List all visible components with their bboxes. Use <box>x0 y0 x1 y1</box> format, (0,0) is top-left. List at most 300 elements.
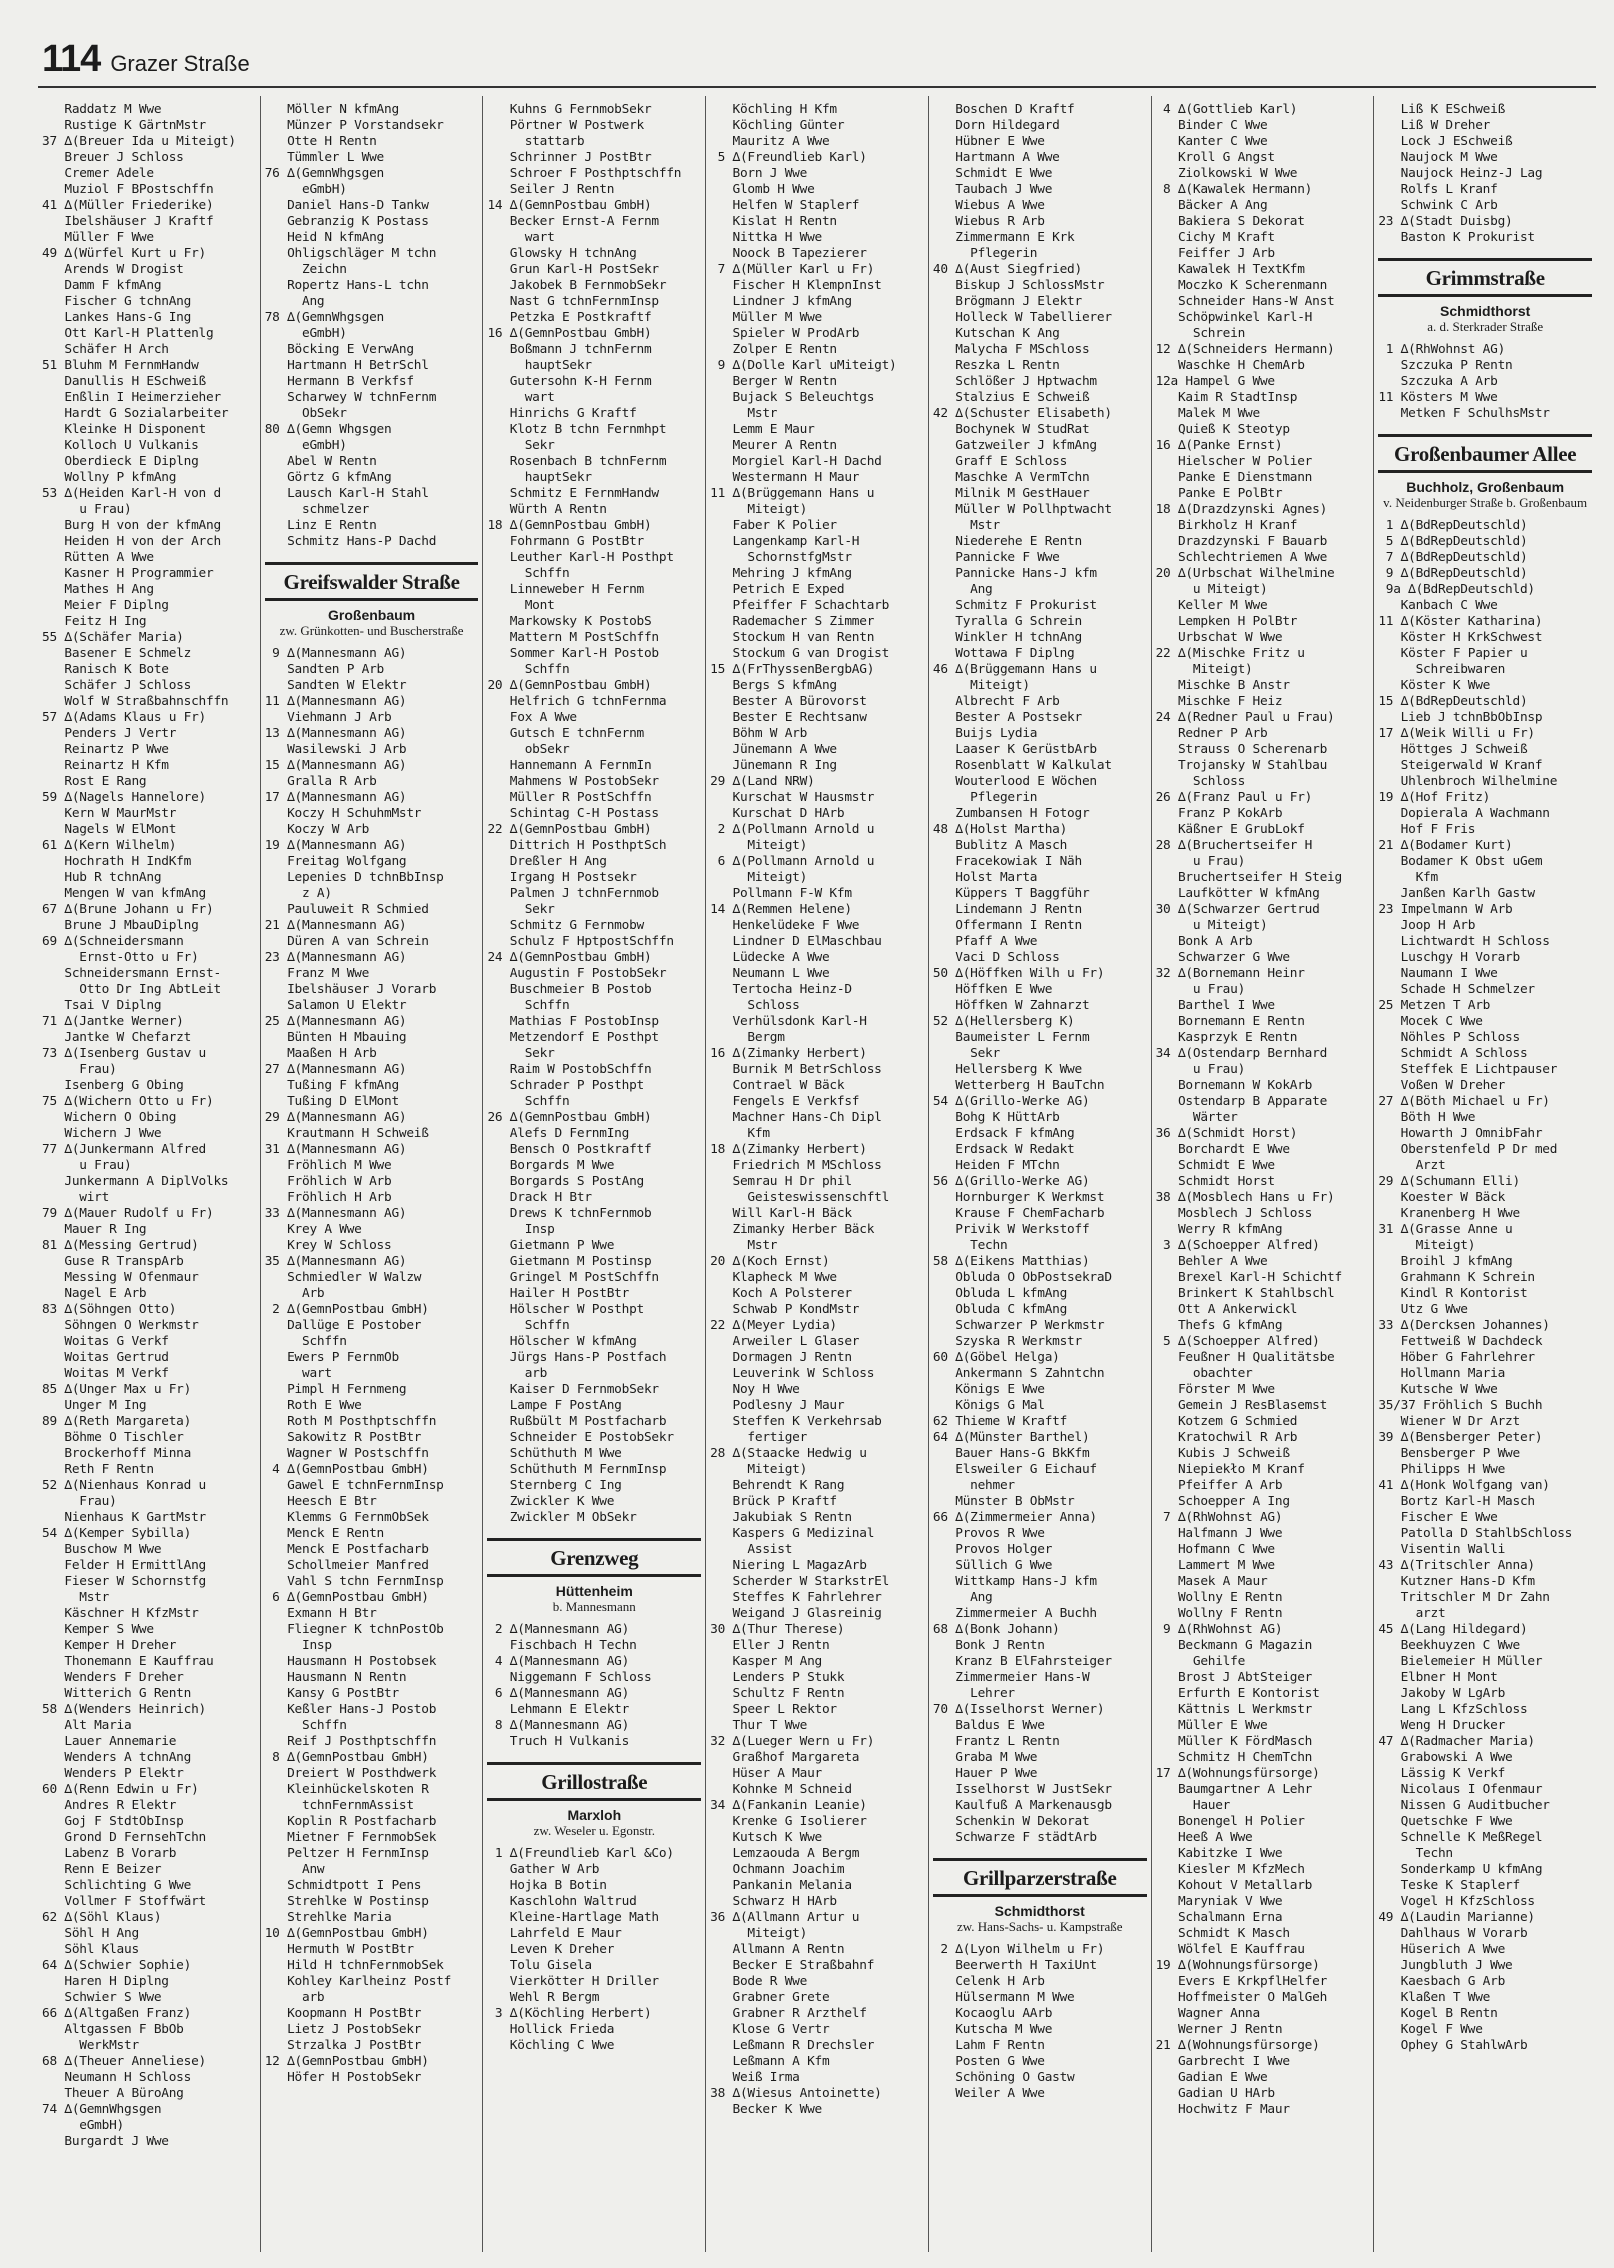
directory-entry: Gringel M PostSchffn <box>487 1270 659 1285</box>
directory-entry: Taubach J Wwe <box>932 182 1053 197</box>
directory-entry: Schade H Schmelzer <box>1378 982 1535 997</box>
directory-column <box>929 96 1152 2252</box>
directory-entry: 4 ∆(GemnPostbau GmbH) <box>264 1462 429 1477</box>
directory-entry: Zimanky Herber Bäck <box>710 1222 875 1237</box>
directory-entry: Mauer R Ing <box>42 1222 147 1237</box>
directory-entry: Brune J MbauDiplng <box>42 918 199 933</box>
directory-entry: u Miteigt) <box>1155 918 1268 933</box>
directory-entry: Miteigt) <box>710 838 808 853</box>
directory-entry: Zwickler M ObSekr <box>487 1510 637 1525</box>
street-title: Greifswalder Straße <box>283 570 460 594</box>
directory-entry: 20 ∆(GemnPostbau GmbH) <box>487 678 652 693</box>
directory-entry: wirt <box>42 1190 110 1205</box>
directory-entry: Lahm F Rentn <box>932 2038 1045 2053</box>
directory-entry: 51 Bluhm M FernmHandw <box>42 358 199 373</box>
directory-entry: Zimmermann E Krk <box>932 230 1075 245</box>
directory-entry: Seiler J Rentn <box>487 182 615 197</box>
directory-entry: Kohout V Metallarb <box>1155 1878 1313 1893</box>
directory-entry: 9a ∆(BdRepDeutschld) <box>1378 582 1535 597</box>
directory-entry: Schnelle K MeßRegel <box>1378 1830 1543 1845</box>
directory-entry: Gietmann M Postinsp <box>487 1254 652 1269</box>
directory-entry: Baumgartner A Lehr <box>1155 1782 1313 1797</box>
directory-entry: Kasper M Ang <box>710 1654 822 1669</box>
directory-entry: Voßen W Dreher <box>1378 1078 1506 1093</box>
directory-entry: Evers E KrkpflHelfer <box>1155 1974 1328 1989</box>
directory-entry: Kislat H Rentn <box>710 214 837 229</box>
directory-entry: Isselhorst W JustSekr <box>932 1782 1112 1797</box>
directory-entry: Koczy H SchuhmMstr <box>264 806 422 821</box>
directory-entry: 6 ∆(GemnPostbau GmbH) <box>264 1590 429 1605</box>
directory-entry: Thur T Wwe <box>710 1718 808 1733</box>
directory-entry: Ohligschläger M tchn <box>264 246 437 261</box>
directory-entry: tchnFernmAssist <box>264 1798 414 1813</box>
directory-entry: Bohg K HüttArb <box>932 1110 1060 1125</box>
directory-entry: Miteigt) <box>1378 1238 1476 1253</box>
directory-entry: Bester E Rechtsanw <box>710 710 867 725</box>
directory-entry: Rosenblatt W Kalkulat <box>932 758 1112 773</box>
directory-entry: Masek A Maur <box>1155 1574 1268 1589</box>
directory-entry: Neumann L Wwe <box>710 966 830 981</box>
directory-entry: 21 ∆(Wohnungsfürsorge) <box>1155 2038 1320 2053</box>
directory-entry: 8 ∆(Mannesmann AG) <box>487 1718 630 1733</box>
directory-entry: Hauer P Wwe <box>932 1766 1038 1781</box>
directory-entry: Höffken W Zahnarzt <box>932 998 1090 1013</box>
directory-entry: Naujock M Wwe <box>1378 150 1498 165</box>
directory-entry: Damm F kfmAng <box>42 278 162 293</box>
directory-entry: 23 ∆(Stadt Duisbg) <box>1378 214 1513 229</box>
street-heading <box>265 562 479 601</box>
directory-entry: Koester W Bäck <box>1378 1190 1506 1205</box>
directory-entry: Halfmann J Wwe <box>1155 1526 1283 1541</box>
directory-entry: Bonk J Rentn <box>932 1638 1045 1653</box>
directory-entry: Jungbluth J Wwe <box>1378 1958 1513 1973</box>
directory-entry: Linneweber H Fernm <box>487 582 644 597</box>
directory-entry: Fischer G tchnAng <box>42 294 192 309</box>
directory-entry: Keller M Wwe <box>1155 598 1268 613</box>
directory-entry: Graßhof Margareta <box>710 1750 860 1765</box>
directory-entry: 16 ∆(Panke Ernst) <box>1155 438 1283 453</box>
directory-entry: Cichy M Kraft <box>1155 230 1275 245</box>
directory-column <box>1374 96 1596 2252</box>
directory-entry: Viehmann J Arb <box>264 710 392 725</box>
directory-entry: 24 ∆(Redner Paul u Frau) <box>1155 710 1335 725</box>
directory-entry: Beckmann G Magazin <box>1155 1638 1313 1653</box>
directory-entry: Düren A van Schrein <box>264 934 429 949</box>
directory-entry: Schwarzer P Werkmstr <box>932 1318 1105 1333</box>
directory-entry: Köster H KrkSchwest <box>1378 630 1543 645</box>
directory-entry: Hölscher W Posthpt <box>487 1302 644 1317</box>
directory-entry: Lenders P Stukk <box>710 1670 845 1685</box>
directory-entry: Danullis H ESchweiß <box>42 374 206 389</box>
directory-entry: Mstr <box>710 406 778 421</box>
directory-entry: 7 ∆(RhWohnst AG) <box>1155 1510 1283 1525</box>
directory-entry: Heeß A Wwe <box>1155 1830 1253 1845</box>
directory-entry: Breuer J Schloss <box>42 150 184 165</box>
directory-entry: 52 ∆(Hellersberg K) <box>932 1014 1075 1029</box>
directory-entry: Theuer A BüroAng <box>42 2086 184 2101</box>
directory-entry: Maaßen H Arb <box>264 1046 377 1061</box>
directory-entry: Bornemann W KokArb <box>1155 1078 1313 1093</box>
directory-entry: Tertocha Heinz-D <box>710 982 852 997</box>
directory-entry: Wenders A tchnAng <box>42 1750 192 1765</box>
street-location: zw. Grünkotten- und Buscherstraße <box>279 623 464 638</box>
directory-entry: Faber K Polier <box>710 518 837 533</box>
directory-entry: Schmitz G Fernmobw <box>487 918 644 933</box>
directory-entry: Born J Wwe <box>710 166 808 181</box>
directory-entry: 30 ∆(Thur Therese) <box>710 1622 845 1637</box>
directory-entry: Hölscher W kfmAng <box>487 1334 637 1349</box>
directory-entry: Hornburger K Werkmst <box>932 1190 1105 1205</box>
directory-entry: Hinrichs G Kraftf <box>487 406 637 421</box>
directory-entry: Ostendarp B Apparate <box>1155 1094 1328 1109</box>
directory-entry: 54 ∆(Grillo-Werke AG) <box>932 1094 1090 1109</box>
directory-entry: Techn <box>1378 1846 1453 1861</box>
directory-entry: Malycha F MSchloss <box>932 342 1090 357</box>
directory-entry: 39 ∆(Bensberger Peter) <box>1378 1430 1543 1445</box>
directory-entry: Wölfel E Kauffrau <box>1155 1942 1305 1957</box>
directory-entry: u Frau) <box>42 502 132 517</box>
directory-entry: Binder C Wwe <box>1155 118 1268 133</box>
directory-entry: 38 ∆(Mosblech Hans u Fr) <box>1155 1190 1335 1205</box>
directory-entry: Pflegerin <box>932 246 1038 261</box>
directory-entry: 18 ∆(Zimanky Herbert) <box>710 1142 867 1157</box>
directory-entry: 1 ∆(BdRepDeutschld) <box>1378 518 1528 533</box>
directory-entry: 9 ∆(Mannesmann AG) <box>264 646 407 661</box>
directory-entry: Hielscher W Polier <box>1155 454 1313 469</box>
directory-entry: Petzka E Postkraftf <box>487 310 652 325</box>
directory-entry: Scharwey W tchnFernm <box>264 390 437 405</box>
directory-entry: 37 ∆(Breuer Ida u Miteigt) <box>42 134 236 149</box>
street-district: Hüttenheim <box>555 1583 633 1599</box>
directory-entry: Krey W Schloss <box>264 1238 392 1253</box>
directory-entry: 49 ∆(Laudin Marianne) <box>1378 1910 1535 1925</box>
directory-entry: Bochynek W StudRat <box>932 422 1090 437</box>
directory-entry: Offermann I Rentn <box>932 918 1082 933</box>
directory-entry: Bornemann E Rentn <box>1155 1014 1305 1029</box>
directory-entry: Wiebus A Wwe <box>932 198 1045 213</box>
directory-entry: Urbschat W Wwe <box>1155 630 1283 645</box>
directory-entry: Gutsch E tchnFernm <box>487 726 644 741</box>
directory-entry: Krause F ChemFacharb <box>932 1206 1105 1221</box>
directory-entry: Schmidt A Schloss <box>1378 1046 1528 1061</box>
directory-entry: Schöning O Gastw <box>932 2070 1075 2085</box>
directory-entry: Klapheck M Wwe <box>710 1270 837 1285</box>
directory-entry: Vogel H KfzSchloss <box>1378 1894 1535 1909</box>
directory-entry: 58 ∆(Eikens Matthias) <box>932 1254 1090 1269</box>
directory-entry: 17 ∆(Weik Willi u Fr) <box>1378 726 1535 741</box>
directory-entry: 89 ∆(Reth Margareta) <box>42 1414 192 1429</box>
directory-entry: Muziol F BPostschffn <box>42 182 214 197</box>
directory-entry: Machner Hans-Ch Dipl <box>710 1110 882 1125</box>
directory-entry: Erfurth E Kontorist <box>1155 1686 1320 1701</box>
directory-entry: Hollick Frieda <box>487 2022 615 2037</box>
directory-entry: stattarb <box>487 134 585 149</box>
directory-entry: Koczy W Arb <box>264 822 370 837</box>
directory-entry: Dittrich H PosthptSch <box>487 838 667 853</box>
directory-entry: Jakobek B FernmobSekr <box>487 278 667 293</box>
directory-entry: 34 ∆(Fankanin Leanie) <box>710 1798 867 1813</box>
street-district: Schmidthorst <box>1440 303 1531 319</box>
directory-entry: Nagels W ElMont <box>42 822 177 837</box>
directory-entry: Ibelshäuser J Kraftf <box>42 214 214 229</box>
directory-entry: 35/37 Fröhlich S Buchh <box>1378 1398 1543 1413</box>
directory-entry: Borchardt E Wwe <box>1155 1142 1290 1157</box>
directory-entry: Milnik M GestHauer <box>932 486 1090 501</box>
directory-entry: Unger M Ing <box>42 1398 147 1413</box>
directory-entry: 8 ∆(Kawalek Hermann) <box>1155 182 1313 197</box>
directory-entry: Rost E Rang <box>42 774 147 789</box>
directory-entry: Sonderkamp U kfmAng <box>1378 1862 1543 1877</box>
directory-entry: Klaßen T Wwe <box>1378 1990 1491 2005</box>
directory-entry: nehmer <box>932 1478 1015 1493</box>
directory-entry: Pfeiffer A Arb <box>1155 1478 1283 1493</box>
directory-entry: Frau) <box>42 1494 117 1509</box>
directory-entry: Leuverink W Schloss <box>710 1366 875 1381</box>
directory-entry: Lüdecke A Wwe <box>710 950 830 965</box>
directory-entry: 34 ∆(Ostendarp Bernhard <box>1155 1046 1328 1061</box>
directory-entry: 5 ∆(Schoepper Alfred) <box>1155 1334 1320 1349</box>
directory-entry: Schmidtpott I Pens <box>264 1878 422 1893</box>
directory-entry: Nöhles P Schloss <box>1378 1030 1520 1045</box>
directory-entry: 79 ∆(Mauer Rudolf u Fr) <box>42 1206 214 1221</box>
directory-entry: Schintag C-H Postass <box>487 806 659 821</box>
directory-entry: Schroer F Posthptschffn <box>487 166 682 181</box>
directory-entry: Schloss <box>710 998 800 1013</box>
directory-entry: 19 ∆(Wohnungsfürsorge) <box>1155 1958 1320 1973</box>
directory-entry: Sakowitz R PostBtr <box>264 1430 422 1445</box>
directory-entry: Lempken H PolBtr <box>1155 614 1298 629</box>
directory-entry: Schwarzer G Wwe <box>1155 950 1290 965</box>
directory-entry: Kutschan K Ang <box>932 326 1060 341</box>
directory-entry: Kemper H Dreher <box>42 1638 177 1653</box>
directory-entry: Schenkin W Dekorat <box>932 1814 1090 1829</box>
directory-entry: Ropertz Hans-L tchn <box>264 278 429 293</box>
directory-entry: Grahmann K Schrein <box>1378 1270 1535 1285</box>
directory-entry: Schmitz Hans-P Dachd <box>264 534 437 549</box>
directory-entry: Celenk H Arb <box>932 1974 1045 1989</box>
directory-entry: Ochmann Joachim <box>710 1862 845 1877</box>
directory-entry: arb <box>264 1990 325 2005</box>
directory-entry: Fracekowiak I Näh <box>932 854 1082 869</box>
directory-entry: Grabner R Arzthelf <box>710 2006 867 2021</box>
directory-entry: Hübner E Wwe <box>932 134 1045 149</box>
directory-entry: Müller R PostSchffn <box>487 790 652 805</box>
directory-entry: Kleine-Hartlage Math <box>487 1910 659 1925</box>
directory-entry: Westermann H Maur <box>710 470 860 485</box>
directory-entry: Posten G Wwe <box>932 2054 1045 2069</box>
directory-entry: Kanbach C Wwe <box>1378 598 1498 613</box>
directory-entry: Metken F SchulhsMstr <box>1378 406 1550 421</box>
directory-entry: Obluda O ObPostsekraD <box>932 1270 1112 1285</box>
directory-entry: Lindemann J Rentn <box>932 902 1082 917</box>
street-title: Grimmstraße <box>1425 266 1545 290</box>
directory-entry: Gawel E tchnFernmInsp <box>264 1478 444 1493</box>
directory-entry: Assist <box>710 1542 793 1557</box>
directory-entry: 23 ∆(Mannesmann AG) <box>264 950 407 965</box>
directory-entry: Schlichting G Wwe <box>42 1878 192 1893</box>
directory-entry: Panke E PolBtr <box>1155 486 1283 501</box>
directory-entry: Brinkert K Stahlbschl <box>1155 1286 1335 1301</box>
directory-entry: Laufkötter W kfmAng <box>1155 886 1320 901</box>
directory-entry: Schmidt E Wwe <box>932 166 1053 181</box>
directory-entry: Arb <box>264 1286 325 1301</box>
directory-entry: Lahrfeld E Maur <box>487 1926 622 1941</box>
directory-entry: Ziolkowski W Wwe <box>1155 166 1298 181</box>
street-location: zw. Weseler u. Egonstr. <box>533 1823 655 1838</box>
directory-entry: schmelzer <box>264 502 370 517</box>
directory-entry: Stalzius E Schweiß <box>932 390 1090 405</box>
directory-entry: 19 ∆(Hof Fritz) <box>1378 790 1491 805</box>
directory-entry: Schwier S Wwe <box>42 1990 162 2005</box>
directory-entry: 11 Kösters M Wwe <box>1378 390 1498 405</box>
directory-entry: Raim W PostobSchffn <box>487 1062 652 1077</box>
directory-entry: Burgardt J Wwe <box>42 2134 169 2149</box>
directory-entry: Hermuth W PostBtr <box>264 1942 414 1957</box>
directory-entry: Lauer Annemarie <box>42 1734 177 1749</box>
directory-entry: fertiger <box>710 1430 808 1445</box>
directory-entry: eGmbH) <box>264 182 347 197</box>
directory-entry: Glomb H Wwe <box>710 182 815 197</box>
directory-entry: 52 ∆(Nienhaus Konrad u <box>42 1478 206 1493</box>
directory-entry: Ott A Ankerwickl <box>1155 1302 1298 1317</box>
directory-entry: Provos R Wwe <box>932 1526 1045 1541</box>
directory-entry: Tümmler L Wwe <box>264 150 384 165</box>
directory-entry: Grabowski A Wwe <box>1378 1750 1513 1765</box>
directory-entry: Lemm E Maur <box>710 422 815 437</box>
directory-entry: Schwarz H HArb <box>710 1894 837 1909</box>
directory-entry: Schäfer H Arch <box>42 342 169 357</box>
directory-entry: Leven K Dreher <box>487 1942 615 1957</box>
directory-entry: Mahmens W PostobSekr <box>487 774 659 789</box>
directory-entry: Böhm W Arb <box>710 726 808 741</box>
directory-entry: Mischke B Anstr <box>1155 678 1290 693</box>
directory-entry: Stockum H van Rentn <box>710 630 875 645</box>
directory-entry: Janßen Karlh Gastw <box>1378 886 1535 901</box>
directory-entry: Wichern O Obing <box>42 1110 177 1125</box>
directory-entry: Gemein J ResBlasemst <box>1155 1398 1328 1413</box>
directory-entry: Lehmann E Elektr <box>487 1702 630 1717</box>
directory-entry: Kaim R StadtInsp <box>1155 390 1298 405</box>
directory-entry: Patolla D StahlbSchloss <box>1378 1526 1573 1541</box>
directory-entry: Kleinhückelskoten R <box>264 1782 429 1797</box>
directory-entry: Friedrich M MSchloss <box>710 1158 882 1173</box>
directory-entry: Erdsack F kfmAng <box>932 1126 1075 1141</box>
street-district: Buchholz, Großenbaum <box>1406 479 1565 495</box>
directory-entry: Menck E Rentn <box>264 1526 384 1541</box>
directory-entry: Behler A Wwe <box>1155 1254 1268 1269</box>
directory-entry: Contrael W Bäck <box>710 1078 845 1093</box>
directory-entry: Müller W Pollhptwacht <box>932 502 1112 517</box>
directory-entry: Kogel B Rentn <box>1378 2006 1498 2021</box>
directory-entry: Becker K Wwe <box>710 2102 822 2117</box>
directory-entry: Rolfs L Kranf <box>1378 182 1498 197</box>
directory-entry: Reth F Rentn <box>42 1462 154 1477</box>
directory-entry: Heesch E Btr <box>264 1494 377 1509</box>
directory-entry: Hojka B Botin <box>487 1878 607 1893</box>
directory-entry: Gietmann P Wwe <box>487 1238 615 1253</box>
directory-entry: Ibelshäuser J Vorarb <box>264 982 437 997</box>
directory-entry: Koopmann H PostBtr <box>264 2006 422 2021</box>
directory-entry: Lehrer <box>932 1686 1015 1701</box>
directory-entry: Schüthuth M Wwe <box>487 1446 622 1461</box>
directory-entry: Schultz F Rentn <box>710 1686 845 1701</box>
directory-entry: Werry R kfmAng <box>1155 1222 1283 1237</box>
street-heading <box>487 1762 701 1801</box>
directory-entry: Woitas Gertrud <box>42 1350 169 1365</box>
directory-entry: Ang <box>264 294 325 309</box>
directory-entry: Altgassen F BbOb <box>42 2022 184 2037</box>
directory-entry: 5 ∆(BdRepDeutschld) <box>1378 534 1528 549</box>
directory-entry: Redner P Arb <box>1155 726 1268 741</box>
street-location: v. Neidenburger Straße b. Großenbaum <box>1383 495 1588 510</box>
directory-entry: Baldus E Wwe <box>932 1718 1045 1733</box>
directory-entry: Vollmer F Stoffwärt <box>42 1894 206 1909</box>
directory-entry: Förster M Wwe <box>1155 1382 1275 1397</box>
directory-entry: Hartmann A Wwe <box>932 150 1060 165</box>
directory-entry: Münzer P Vorstandsekr <box>264 118 444 133</box>
street-heading <box>1378 258 1592 297</box>
directory-entry: 77 ∆(Junkermann Alfred <box>42 1142 206 1157</box>
directory-entry: Kemper S Wwe <box>42 1622 154 1637</box>
directory-entry: Bensch O Postkraftf <box>487 1142 652 1157</box>
directory-entry: Neumann H Schloss <box>42 2070 192 2085</box>
directory-entry: Raddatz M Wwe <box>42 102 162 117</box>
directory-entry: 49 ∆(Würfel Kurt u Fr) <box>42 246 206 261</box>
directory-entry: Daniel Hans-D Tankw <box>264 198 429 213</box>
directory-entry: Niering L MagazArb <box>710 1558 867 1573</box>
directory-entry: hauptSekr <box>487 358 592 373</box>
directory-entry: 83 ∆(Söhngen Otto) <box>42 1302 177 1317</box>
directory-entry: Pimpl H Fernmeng <box>264 1382 407 1397</box>
directory-entry: Feitz H Ing <box>42 614 147 629</box>
directory-entry: eGmbH) <box>42 2118 124 2133</box>
directory-entry: Fischer E Wwe <box>1378 1510 1498 1525</box>
directory-entry: Kabitzke I Wwe <box>1155 1846 1283 1861</box>
directory-entry: Buijs Lydia <box>932 726 1038 741</box>
directory-entry: Baston K Prokurist <box>1378 230 1535 245</box>
directory-entry: Bäcker A Ang <box>1155 198 1268 213</box>
directory-entry: Graff E Schloss <box>932 454 1068 469</box>
street-location: b. Mannesmann <box>552 1599 636 1614</box>
directory-entry: Hellersberg K Wwe <box>932 1062 1082 1077</box>
directory-entry: Gadian U HArb <box>1155 2086 1275 2101</box>
directory-entry: Vaci D Schloss <box>932 950 1060 965</box>
directory-entry: Kuhns G FernmobSekr <box>487 102 652 117</box>
street-heading <box>1378 434 1592 473</box>
directory-entry: Kansy G PostBtr <box>264 1686 399 1701</box>
directory-entry: Fieser W Schornstfg <box>42 1574 206 1589</box>
directory-entry: wart <box>264 1366 332 1381</box>
directory-entry: 60 ∆(Göbel Helga) <box>932 1350 1060 1365</box>
directory-entry: 5 ∆(Freundlieb Karl) <box>710 150 867 165</box>
directory-entry: 62 ∆(Söhl Klaus) <box>42 1910 162 1925</box>
directory-entry: Mont <box>487 598 555 613</box>
directory-entry: Basener E Schmelz <box>42 646 192 661</box>
directory-entry: Mathes H Ang <box>42 582 154 597</box>
directory-entry: Schffn <box>487 1318 570 1333</box>
directory-entry: 55 ∆(Schäfer Maria) <box>42 630 184 645</box>
directory-entry: Reinartz H Kfm <box>42 758 169 773</box>
directory-entry: 57 ∆(Adams Klaus u Fr) <box>42 710 206 725</box>
directory-entry: Steffek E Lichtpauser <box>1378 1062 1558 1077</box>
directory-entry: Kubis J Schweiß <box>1155 1446 1290 1461</box>
directory-entry: Kohley Karlheinz Postf <box>264 1974 452 1989</box>
directory-entry: Höber G Fahrlehrer <box>1378 1350 1535 1365</box>
directory-entry: 46 ∆(Brüggemann Hans u <box>932 662 1097 677</box>
directory-entry: Lepenies D tchnBbInsp <box>264 870 444 885</box>
directory-entry: Schollmeier Manfred <box>264 1558 429 1573</box>
directory-entry: Schwab P KondMstr <box>710 1302 860 1317</box>
